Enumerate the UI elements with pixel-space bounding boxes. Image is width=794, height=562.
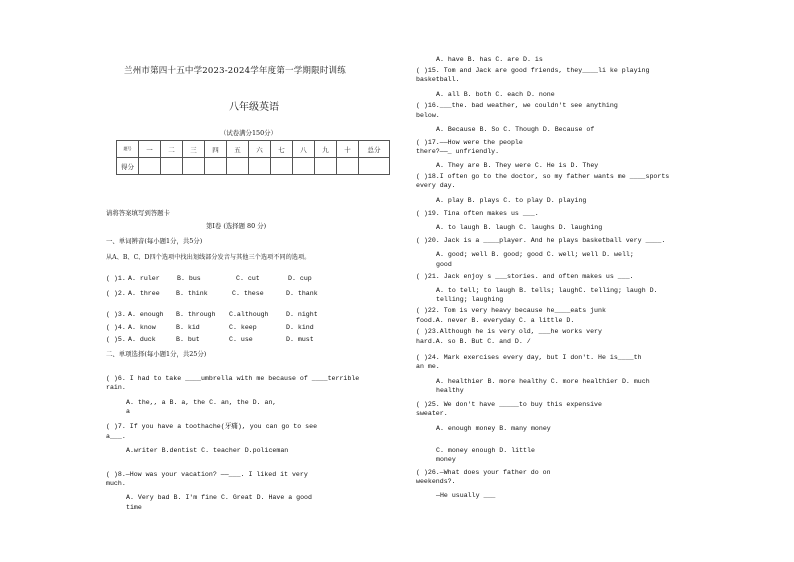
q21-stem: ( )21. Jack enjoy s ___stories. and often makes us ___.	[416, 273, 634, 280]
q4-option-a[interactable]: A. know	[128, 324, 156, 331]
q8-stem-cont: much.	[106, 480, 126, 487]
q20-options[interactable]: A. good; well B. good; good C. well; well D. well;	[436, 251, 634, 258]
score-input-cell[interactable]	[359, 158, 390, 175]
score-cell: 七	[271, 141, 293, 158]
section-two-title: 二、单项选择(每小题1分，共25分)	[106, 350, 207, 358]
q7-stem-cont: a___.	[106, 433, 126, 440]
q25-options-cont[interactable]: C. money enough D. little	[436, 447, 535, 454]
score-cell: 一	[139, 141, 161, 158]
q6-stem: ( )6. I had to take ____umbrella with me because of ____terrible	[106, 375, 360, 382]
q19-stem: ( )19. Tina often makes us ___.	[416, 210, 539, 217]
exam-title: 兰州市第四十五中学2023-2024学年度第一学期限时训练	[124, 66, 346, 76]
q8-options-cont[interactable]: time	[126, 504, 142, 511]
q7-stem: ( )7. If you have a toothache(牙痛), you can go to see	[106, 423, 318, 430]
score-table-score-row	[117, 158, 390, 175]
score-input-cell[interactable]	[337, 158, 359, 175]
score-cell: 三	[183, 141, 205, 158]
q14-options[interactable]: A. have B. has C. are D. is	[436, 56, 543, 63]
q26-stem-cont: weekends?.	[416, 478, 456, 485]
q15-stem-cont: basketball.	[416, 76, 460, 83]
q23-stem-cont: hard.A. so B. But C. and D. /	[416, 338, 531, 345]
q16-stem-cont: below.	[416, 112, 440, 119]
q20-stem: ( )20. Jack is a ____player. And he plays basketball very ____.	[416, 237, 666, 244]
q4-option-b[interactable]: B. kid	[176, 324, 200, 331]
q1-num: ( )1.	[106, 275, 126, 282]
q6-stem-cont: rain.	[106, 384, 126, 391]
score-cell: 五	[227, 141, 249, 158]
q2-option-a[interactable]: A. three	[128, 290, 160, 297]
q25-options-cont2[interactable]: money	[436, 456, 456, 463]
q5-option-b[interactable]: B. but	[176, 336, 200, 343]
q24-options[interactable]: A. healthier B. more healthy C. more healthier D. much	[436, 378, 650, 385]
q18-stem-cont: every day.	[416, 182, 456, 189]
q17-options[interactable]: A. They are B. They were C. He is D. They	[436, 162, 599, 169]
q3-option-d[interactable]: D. night	[286, 311, 318, 318]
q24-stem: ( )24. Mark exercises every day, but I don't. He is____th	[416, 354, 642, 361]
q4-num: ( )4.	[106, 324, 126, 331]
part-one-heading: 第Ⅰ卷 (选择题 80 分)	[206, 222, 267, 230]
q4-option-d[interactable]: D. kind	[286, 324, 314, 331]
q15-stem: ( )15. Tom and Jack are good friends, they____li ke playing	[416, 67, 650, 74]
section-one-desc: 从A、B、C、D四个选项中找出划线部分发音与其他三个选项不同的选项。	[106, 254, 311, 261]
score-table	[116, 140, 390, 175]
score-row-label: 得分	[117, 158, 139, 175]
q18-options[interactable]: A. play B. plays C. to play D. playing	[436, 197, 587, 204]
section-one-title: 一、单词辨音(每小题1分，共5分)	[106, 237, 203, 245]
score-cell: 二	[161, 141, 183, 158]
q2-num: ( )2.	[106, 290, 126, 297]
q5-option-a[interactable]: A. duck	[128, 336, 156, 343]
q2-option-c[interactable]: C. these	[232, 290, 264, 297]
score-input-cell[interactable]	[249, 158, 271, 175]
q8-stem: ( )8.—How was your vacation? ——___. I liked it very	[106, 471, 308, 478]
q8-options[interactable]: A. Very bad B. I'm fine C. Great D. Have a good	[126, 494, 312, 501]
q22-stem-cont: food.A. never B. everyday C. a little D.	[416, 317, 575, 324]
q17-stem-cont: there?——_ unfriendly.	[416, 148, 500, 155]
q26-stem: ( )26.—What does your father do on	[416, 469, 551, 476]
score-input-cell[interactable]	[227, 158, 249, 175]
q2-option-d[interactable]: D. thank	[286, 290, 318, 297]
q3-option-b[interactable]: B. through	[176, 311, 216, 318]
score-input-cell[interactable]	[315, 158, 337, 175]
q1-option-a[interactable]: A. ruler	[128, 275, 160, 282]
q21-options-cont[interactable]: telling; laughing	[436, 296, 504, 303]
score-cell: 四	[205, 141, 227, 158]
score-input-cell[interactable]	[139, 158, 161, 175]
score-input-cell[interactable]	[271, 158, 293, 175]
q4-option-c[interactable]: C. keep	[229, 324, 257, 331]
q7-options[interactable]: A.writer B.dentist C. teacher D.policeman	[126, 447, 289, 454]
q3-option-c[interactable]: C.although	[229, 311, 269, 318]
score-cell: 六	[249, 141, 271, 158]
q21-options[interactable]: A. to tell; to laugh B. tells; laughC. telling; laugh D.	[436, 287, 658, 294]
q17-stem: ( )17.——How were the people	[416, 139, 523, 146]
q20-options-cont[interactable]: good	[436, 261, 452, 268]
q6-options-cont[interactable]: a	[126, 408, 130, 415]
grade-subject: 八年级英语	[229, 102, 279, 113]
q6-options[interactable]: A. the,, a B. a, the C. an, the D. an,	[126, 399, 277, 406]
score-cell: 题号	[117, 141, 139, 158]
q18-stem: ( )18.I often go to the doctor, so my father wants me ____sports	[416, 173, 670, 180]
q5-num: ( )5.	[106, 336, 126, 343]
q5-option-d[interactable]: D. must	[286, 336, 314, 343]
q22-stem: ( )22. Tom is very heavy because he____eats junk	[416, 307, 606, 314]
q25-stem-cont: sweater.	[416, 410, 448, 417]
score-input-cell[interactable]	[183, 158, 205, 175]
q1-option-d[interactable]: D. cup	[288, 275, 312, 282]
score-input-cell[interactable]	[205, 158, 227, 175]
q24-options-cont[interactable]: healthy	[436, 387, 464, 394]
q19-options[interactable]: A. to laugh B. laugh C. laughs D. laughing	[436, 224, 603, 231]
q24-stem-cont: an me.	[416, 363, 440, 370]
q15-options[interactable]: A. all B. both C. each D. none	[436, 91, 555, 98]
score-input-cell[interactable]	[293, 158, 315, 175]
q3-option-a[interactable]: A. enough	[128, 311, 164, 318]
q23-stem: ( )23.Although he is very old, ___he works very	[416, 328, 602, 335]
q25-options[interactable]: A. enough money B. many money	[436, 425, 551, 432]
q2-option-b[interactable]: B. think	[176, 290, 208, 297]
q5-option-c[interactable]: C. use	[229, 336, 253, 343]
score-input-cell[interactable]	[161, 158, 183, 175]
q16-options[interactable]: A. Because B. So C. Though D. Because of	[436, 126, 595, 133]
score-cell: 八	[293, 141, 315, 158]
q1-option-c[interactable]: C. cut	[236, 275, 260, 282]
score-cell: 九	[315, 141, 337, 158]
q3-num: ( )3.	[106, 311, 126, 318]
score-cell: 总分	[359, 141, 390, 158]
q26-answer-line: —He usually ___	[436, 492, 496, 499]
score-cell: 十	[337, 141, 359, 158]
score-note: （试卷满分150分）	[220, 129, 277, 137]
q16-stem: ( )16.___the. bad weather, we couldn't see anything	[416, 102, 618, 109]
q25-stem: ( )25. We don't have _____to buy this expensive	[416, 401, 602, 408]
q1-option-b[interactable]: B. bus	[177, 275, 201, 282]
score-table-header-row	[117, 141, 390, 158]
answer-instruction: 请将答案填写到答题卡	[106, 209, 170, 217]
